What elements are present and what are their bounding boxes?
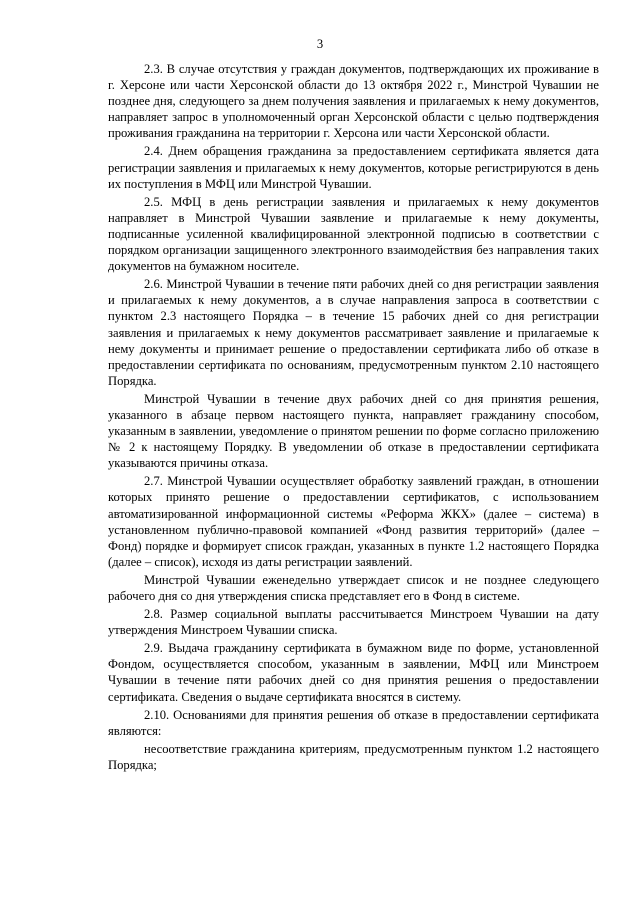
- paragraph-2-7-weekly-list: Минстрой Чувашии еженедельно утверждает список и не позднее следующего рабочего дня со дня утверждения списка представляет его в Фонд в системе.: [108, 572, 599, 603]
- document-body: [108, 61, 599, 775]
- paragraph-2-5: 2.5. МФЦ в день регистрации заявления и прилагаемых к нему документов направляет в Минстрой Чувашии заявление и прилагаемые к нему документы, подписанные усиленной квалифицированной электронной подписью в соответствии с порядком организации защищенного электронного взаимодействия без направления таких документов на бумажном носителе.: [108, 194, 599, 274]
- paragraph-2-8: 2.8. Размер социальной выплаты рассчитывается Минстроем Чувашии на дату утверждения Минстроем Чувашии списка.: [108, 607, 599, 638]
- paragraph-2-6-notification: Минстрой Чувашии в течение двух рабочих дней со дня принятия решения, указанного в абзаце первом настоящего пункта, направляет гражданину способом, указанным в заявлении, уведомление о принятом решении по форме согласно приложению № 2 к настоящему Порядку. В уведомлении об отказе в предоставлении сертификата указываются причины отказа.: [108, 391, 599, 471]
- paragraph-2-10-criterion: несоответствие гражданина критериям, предусмотренным пунктом 1.2 настоящего Порядка;: [108, 741, 599, 772]
- paragraph-2-9: 2.9. Выдача гражданину сертификата в бумажном виде по форме, установленной Фондом, осуществляется способом, указанным в заявлении, МФЦ или Минстроем Чувашии в течение пяти рабочих дней со дня принятия решения о предоставлении сертификата. Сведения о выдаче сертификата вносятся в систему.: [108, 641, 599, 704]
- paragraph-2-4: 2.4. Днем обращения гражданина за предоставлением сертификата является дата регистрации заявления и прилагаемых к нему документов, которые регистрируются в день их поступления в МФЦ или Минстрой Чувашии.: [108, 144, 599, 191]
- paragraph-2-10: 2.10. Основаниями для принятия решения об отказе в предоставлении сертификата являются:: [108, 707, 599, 738]
- paragraph-2-7: 2.7. Минстрой Чувашии осуществляет обработку заявлений граждан, в отношении которых принято решение о предоставлении сертификатов, с использованием автоматизированной информационной системы «Реформа ЖКХ» (далее – система) в установленном публично-правовой компанией «Фонд развития территорий» (далее – Фонд) порядке и формирует список граждан, указанных в пункте 1.2 настоящего Порядка (далее – список), исходя из даты регистрации заявлений.: [108, 474, 599, 569]
- page-number: 3: [316, 37, 324, 51]
- paragraph-2-3: 2.3. В случае отсутствия у граждан документов, подтверждающих их проживание в г. Херсоне или части Херсонской области до 13 октября 2022 г., Минстрой Чувашии не позднее дня, следующего за днем получения заявления и прилагаемых к нему документов, направляет запрос в уполномоченный орган Херсонской области с целью подтверждения проживания гражданина на территории г. Херсона или части Херсонской области.: [108, 62, 599, 141]
- paragraph-2-6: 2.6. Минстрой Чувашии в течение пяти рабочих дней со дня регистрации заявления и прилагаемых к нему документов, а в случае направления запроса в соответствии с пунктом 2.3 настоящего Порядка – в течение 15 рабочих дней со дня регистрации заявления и прилагаемых к нему документов рассматривает заявление и прилагаемые к нему документы и принимает решение о предоставлении сертификата либо об отказе в предоставлении сертификата по основаниям, предусмотренным пунктом 2.10 настоящего Порядка.: [108, 277, 599, 388]
